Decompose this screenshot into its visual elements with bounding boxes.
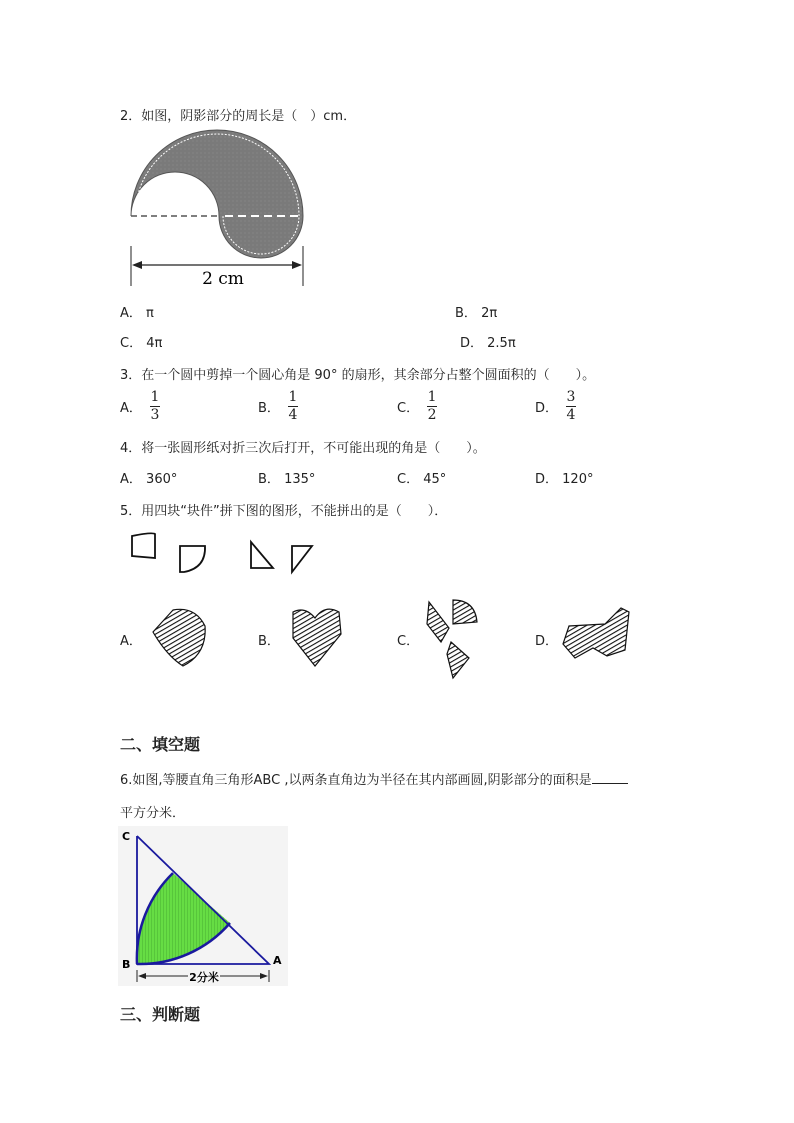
q4-option-c: C． 45° bbox=[397, 472, 447, 487]
vertex-label-b: B bbox=[122, 958, 131, 971]
shape-b bbox=[293, 609, 341, 666]
section-3-title: 三、判断题 bbox=[120, 1005, 201, 1024]
shape-c-blade-3 bbox=[447, 642, 469, 678]
q3-option-b: B． $\frac{1}{4}$ bbox=[258, 389, 298, 423]
fraction: $\frac{1}{2}$ bbox=[427, 389, 437, 423]
q2-option-a: A． π bbox=[120, 306, 154, 321]
q4-option-d: D． 120° bbox=[535, 472, 594, 487]
q5-shapes bbox=[145, 598, 645, 684]
triangle-piece-1 bbox=[251, 542, 273, 568]
question-3-stem: 3．在一个圆中剪掉一个圆心角是 90° 的扇形，其余部分占整个圆面积的（ ）。 bbox=[120, 368, 596, 383]
answer-blank[interactable] bbox=[592, 771, 628, 784]
q3-option-c: C． $\frac{1}{2}$ bbox=[397, 389, 437, 423]
q3-option-d: D． $\frac{3}{4}$ bbox=[535, 389, 576, 423]
shape-a bbox=[153, 609, 205, 666]
puzzle-pieces bbox=[120, 528, 330, 578]
question-2-stem: 2．如图，阴影部分的周长是（ ）cm． bbox=[120, 109, 357, 124]
question-4-stem: 4．将一张圆形纸对折三次后打开，不可能出现的角是（ ）。 bbox=[120, 441, 486, 456]
q5-option-c-label: C． bbox=[397, 634, 420, 649]
section-2-title: 二、填空题 bbox=[120, 735, 201, 754]
crescent-figure bbox=[120, 128, 320, 298]
q3-option-a: A． $\frac{1}{3}$ bbox=[120, 389, 160, 423]
question-6-stem-line1: 6.如图,等腰直角三角形ABC ,以两条直角边为半径在其内部画圆,阴影部分的面积是 bbox=[120, 769, 628, 788]
q4-option-b: B． 135° bbox=[258, 472, 316, 487]
q4-option-a: A． 360° bbox=[120, 472, 178, 487]
q5-option-d-label: D． bbox=[535, 634, 559, 649]
quarter-circle-piece-2 bbox=[180, 546, 205, 572]
shape-c-blade-1 bbox=[427, 602, 449, 642]
triangle-piece-2 bbox=[292, 546, 312, 572]
vertex-label-c: C bbox=[122, 830, 131, 843]
q2-option-d: D． 2.5π bbox=[460, 336, 516, 351]
q5-option-b-label: B． bbox=[258, 634, 280, 649]
q2-option-b: B． 2π bbox=[455, 306, 498, 321]
fraction: $\frac{1}{4}$ bbox=[288, 389, 298, 423]
q5-option-a-label: A． bbox=[120, 634, 142, 649]
fraction: $\frac{1}{3}$ bbox=[150, 389, 160, 423]
vertex-label-a: A bbox=[273, 954, 282, 967]
dimension-label-2dm: 2分米 bbox=[189, 971, 219, 984]
question-6-stem-line2: 平方分米． bbox=[120, 806, 186, 821]
dimension-label-2cm: 2 cm bbox=[202, 269, 244, 289]
q2-option-c: C． 4π bbox=[120, 336, 163, 351]
shape-d bbox=[563, 608, 629, 658]
triangle-figure bbox=[118, 826, 288, 986]
shape-c-blade-2 bbox=[453, 600, 477, 624]
question-5-stem: 5．用四块“块件”拼下图的图形，不能拼出的是（ ）． bbox=[120, 504, 448, 519]
quarter-circle-piece-1 bbox=[132, 533, 155, 558]
fraction: $\frac{3}{4}$ bbox=[566, 389, 576, 423]
